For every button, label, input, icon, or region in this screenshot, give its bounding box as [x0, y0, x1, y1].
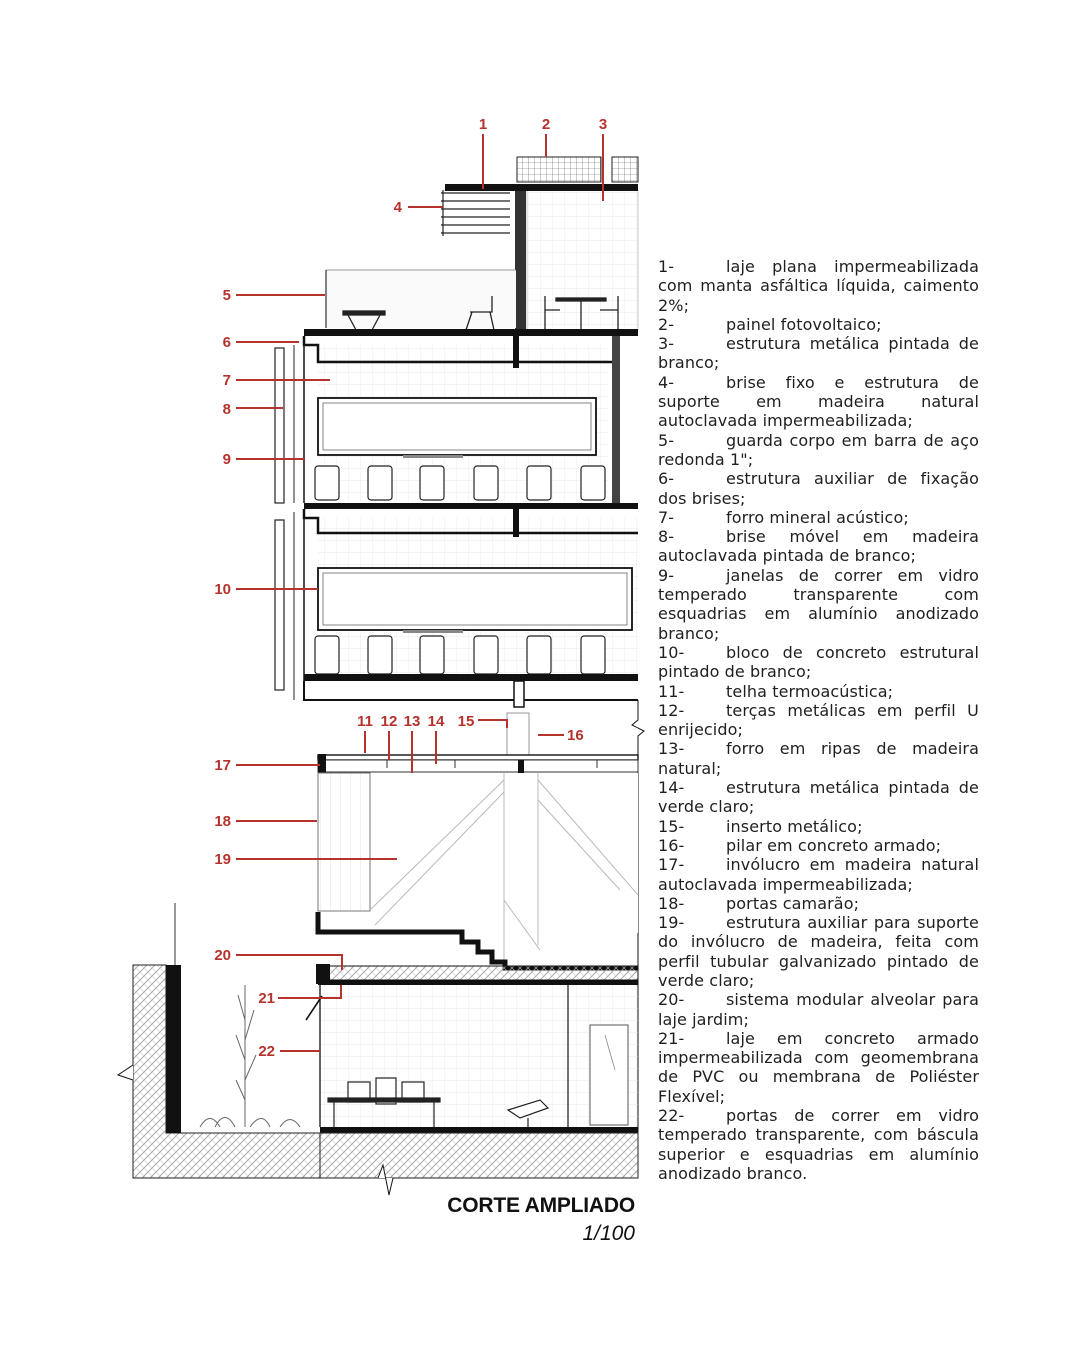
legend-item — [658, 739, 979, 778]
legend-item-number: 8- — [658, 527, 675, 547]
legend-item-text: portas camarão; — [726, 893, 860, 913]
callout-21: 21 — [258, 990, 275, 1007]
legend-item — [658, 836, 979, 855]
legend-item-number: 10- — [658, 642, 685, 662]
legend-item-number: 14- — [658, 778, 685, 798]
callout-3: 3 — [598, 116, 608, 133]
legend-item-number: 1- — [658, 257, 675, 276]
legend-item-text: guarda corpo em barra de aço redonda 1"; — [658, 430, 979, 469]
legend-item-number: 9- — [658, 565, 675, 585]
legend-item — [658, 855, 979, 894]
legend-item-text: laje plana impermeabilizada com manta asfáltica líquida, caimento 2%; — [658, 257, 979, 315]
legend-item — [658, 508, 979, 527]
legend-item-text: bloco de concreto estrutural pintado de branco; — [658, 642, 979, 682]
legend-item — [658, 1106, 979, 1183]
drawing-scale: 1/100 — [582, 1222, 635, 1245]
callout-8: 8 — [222, 401, 231, 418]
legend-item — [658, 817, 979, 836]
legend-item-number: 22- — [658, 1106, 685, 1126]
legend-item-number: 13- — [658, 739, 685, 759]
callout-5: 5 — [222, 287, 231, 304]
legend-item-text: sistema modular alveolar para laje jardim; — [658, 990, 979, 1029]
legend-item-number: 15- — [658, 816, 685, 836]
legend-item — [658, 778, 979, 817]
callout-7: 7 — [222, 372, 231, 389]
legend-item-text: laje em concreto armado impermeabilizada com geomembrana de PVC ou membrana de Poliéster Flexível; — [658, 1028, 979, 1106]
callout-15: 15 — [457, 713, 475, 730]
callout-10: 10 — [214, 581, 231, 598]
callout-12: 12 — [380, 713, 398, 730]
callout-16: 16 — [567, 727, 584, 744]
callout-9: 9 — [222, 451, 231, 468]
legend-item — [658, 682, 979, 701]
classroom-floor-2 — [304, 509, 638, 707]
legend-item-text: portas de correr em vidro temperado transparente, com báscula superior e esquadrias em alumínio anodizado branco. — [658, 1106, 979, 1183]
legend-item-number: 18- — [658, 893, 685, 913]
callout-17: 17 — [214, 757, 231, 774]
legend-item-number: 4- — [658, 372, 675, 392]
legend-item-text: estrutura auxiliar de fixação dos brises; — [658, 469, 979, 508]
callout-22: 22 — [258, 1043, 275, 1060]
legend-item — [658, 527, 979, 566]
legend-item-number: 3- — [658, 334, 675, 354]
legend-item — [658, 431, 979, 470]
legend-item — [658, 1029, 979, 1106]
legend-item-text: estrutura metálica pintada de branco; — [658, 334, 979, 373]
legend-item-number: 20- — [658, 990, 685, 1010]
legend-item-text: forro em ripas de madeira natural; — [658, 739, 979, 778]
callout-2: 2 — [541, 116, 551, 133]
legend-item-text: terças metálicas em perfil U enrijecido; — [658, 700, 979, 740]
legend-item-text: estrutura auxiliar para suporte do invólucro de madeira, feita com perfil tubular galvanizado pintado de verde claro; — [658, 913, 979, 990]
callout-1: 1 — [478, 116, 488, 133]
legend-item-text: estrutura metálica pintada de verde claro; — [658, 778, 979, 817]
legend-item — [658, 990, 979, 1029]
legend-item-text: forro mineral acústico; — [726, 507, 909, 527]
legend-item — [658, 894, 979, 913]
title-block — [447, 1194, 635, 1246]
legend-item — [658, 469, 979, 508]
legend-item-number: 17- — [658, 855, 685, 875]
legend-item-text: inserto metálico; — [726, 816, 863, 836]
legend-item — [658, 643, 979, 682]
legend-item-number: 16- — [658, 835, 685, 855]
legend-item — [658, 566, 979, 643]
classroom-floor-1 — [304, 336, 638, 509]
legend-item — [658, 334, 979, 373]
callout-11: 11 — [357, 713, 373, 730]
legend-item-text: pilar em concreto armado; — [726, 835, 942, 855]
legend-item-text: painel fotovoltaico; — [726, 314, 882, 334]
legend-item-text: invólucro em madeira natural autoclavada impermeabilizada; — [658, 855, 979, 894]
facade-brise — [275, 345, 304, 700]
legend-item-number: 21- — [658, 1028, 685, 1048]
ground-level — [118, 903, 638, 1195]
legend-item-text: janelas de correr em vidro temperado transparente com esquadrias em alumínio anodizado branco; — [658, 565, 979, 643]
legend-item — [658, 257, 979, 315]
legend-item — [658, 373, 979, 431]
legend-item-number: 2- — [658, 314, 675, 334]
legend-item — [658, 913, 979, 990]
callout-14: 14 — [427, 713, 445, 730]
legend-item-number: 11- — [658, 681, 685, 701]
legend-item-number: 12- — [658, 700, 685, 720]
callout-20: 20 — [214, 947, 231, 964]
legend-item — [658, 315, 979, 334]
legend-item-text: brise fixo e estrutura de suporte em madeira natural autoclavada impermeabilizada; — [658, 372, 979, 431]
legend-item-number: 19- — [658, 913, 685, 933]
callout-6: 6 — [222, 334, 231, 351]
callout-18: 18 — [214, 813, 231, 830]
legend-item — [658, 701, 979, 740]
legend-item-text: telha termoacústica; — [726, 681, 894, 701]
callout-19: 19 — [214, 851, 231, 868]
legend-item-text: brise móvel em madeira autoclavada pintada de branco; — [658, 527, 979, 566]
callout-13: 13 — [403, 713, 421, 730]
callout-4: 4 — [393, 199, 402, 216]
legend-list — [658, 257, 979, 1183]
drawing-title: CORTE AMPLIADO — [447, 1194, 635, 1217]
legend-item-number: 6- — [658, 469, 675, 489]
legend-item-number: 5- — [658, 430, 675, 450]
legend-item-number: 7- — [658, 507, 675, 527]
